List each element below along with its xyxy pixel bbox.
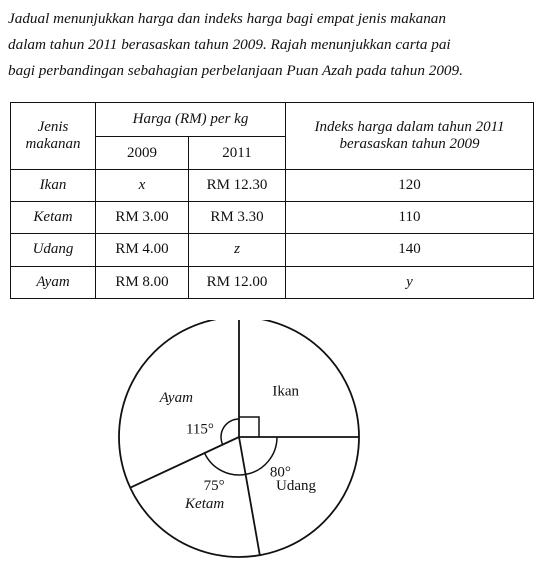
question-line-2: dalam tahun 2011 berasaskan tahun 2009. Rajah menunjukkan carta pai	[8, 36, 451, 53]
pie-divider	[239, 437, 260, 555]
header-index: Indeks harga dalam tahun 2011 berasaskan tahun 2009	[286, 103, 534, 170]
question-line-1: Jadual menunjukkan harga dan indeks harga bagi empat jenis makanan	[8, 10, 446, 27]
cell-price-2011: z	[189, 234, 286, 266]
pie-slice-label: Ikan	[272, 383, 299, 400]
angle-arc	[205, 453, 246, 475]
pie-angle-label: 115°	[185, 421, 214, 438]
cell-food: Udang	[11, 234, 96, 266]
header-price-group: Harga (RM) per kg	[96, 103, 286, 137]
table-row	[11, 234, 534, 266]
cell-price-2009: x	[96, 169, 189, 201]
cell-index: 120	[286, 169, 534, 201]
table-row	[11, 202, 534, 234]
cell-price-2011: RM 12.30	[189, 169, 286, 201]
pie-angle-label: 75°	[203, 477, 225, 494]
cell-price-2011: RM 12.00	[189, 266, 286, 298]
price-index-table	[10, 102, 534, 299]
cell-price-2009: RM 8.00	[96, 266, 189, 298]
header-year-2009: 2009	[96, 137, 189, 169]
question-text	[8, 6, 544, 84]
question-line-3: bagi perbandingan sebahagian perbelanjaan Puan Azah pada tahun 2009.	[8, 62, 463, 79]
table-row	[11, 266, 534, 298]
table-row	[11, 169, 534, 201]
pie-angle-label: 80°	[269, 464, 291, 481]
header-year-2011: 2011	[189, 137, 286, 169]
cell-price-2011: RM 3.30	[189, 202, 286, 234]
cell-food: Ketam	[11, 202, 96, 234]
cell-food: Ikan	[11, 169, 96, 201]
cell-index: 110	[286, 202, 534, 234]
pie-slice-label: Ayam	[159, 390, 193, 407]
right-angle-mark	[239, 417, 259, 437]
pie-slice-label: Ketam	[185, 495, 225, 512]
pie-chart	[0, 320, 550, 564]
cell-index: y	[286, 266, 534, 298]
cell-price-2009: RM 3.00	[96, 202, 189, 234]
cell-index: 140	[286, 234, 534, 266]
header-food: Jenis makanan	[11, 103, 96, 170]
cell-price-2009: RM 4.00	[96, 234, 189, 266]
cell-food: Ayam	[11, 266, 96, 298]
pie-slice-label: Udang	[275, 477, 316, 494]
